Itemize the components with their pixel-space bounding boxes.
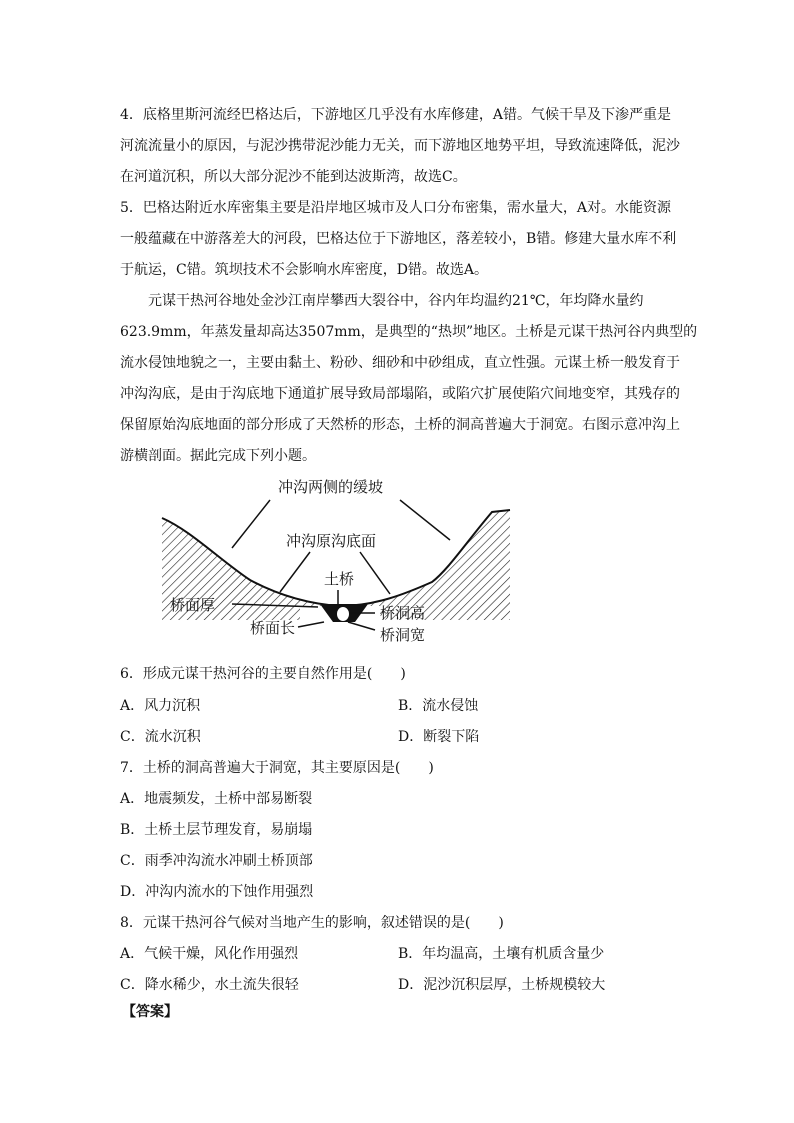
text-line: 保留原始沟底地面的部分形成了天然桥的形态，土桥的洞高普遍大于洞宽。右图示意冲沟上 [120, 417, 680, 433]
paragraph-intro [120, 286, 698, 472]
answer-heading: 【答案】 [122, 1004, 178, 1020]
figure-bottom-mask [150, 620, 530, 650]
text-line: 在河道沉积，所以大部分泥沙不能到达波斯湾，故选C。 [120, 169, 467, 185]
question-7-option-c[interactable]: C．雨季冲沟流水冲刷土桥顶部 [120, 853, 313, 869]
text-line: 流水侵蚀地貌之一，主要由黏土、粉砂、细砂和中砂组成，直立性强。元谋土桥一般发育于 [120, 355, 680, 371]
question-7-stem: 7．土桥的洞高普遍大于洞宽，其主要原因是( ) [120, 760, 434, 776]
arrow-slope-right [400, 500, 450, 540]
question-8-option-b[interactable]: B．年均温高，土壤有机质含量少 [398, 946, 605, 962]
question-8-stem: 8．元谋干热河谷气候对当地产生的影响，叙述错误的是( ) [120, 915, 504, 931]
gully-diagram [150, 470, 530, 650]
question-6-option-d[interactable]: D．断裂下陷 [398, 729, 480, 745]
arrow-slope-left [232, 500, 270, 548]
text-line: 5．巴格达附近水库密集主要是沿岸地区城市及人口分布密集，需水量大，A对。水能资源 [120, 200, 672, 216]
question-7-option-a[interactable]: A．地震频发，土桥中部易断裂 [120, 791, 313, 807]
question-8-option-a[interactable]: A．气候干燥，风化作用强烈 [120, 946, 299, 962]
question-6-option-b[interactable]: B．流水侵蚀 [398, 698, 479, 714]
text-line: 元谋干热河谷地处金沙江南岸攀西大裂谷中，谷内年均温约21℃，年均降水量约 [148, 293, 644, 309]
question-8-option-d[interactable]: D．泥沙沉积层厚，土桥规模较大 [398, 977, 606, 993]
text-line: 游横剖面。据此完成下列小题。 [120, 448, 316, 464]
question-6-option-c[interactable]: C．流水沉积 [120, 729, 201, 745]
arrow-bottom-left [280, 552, 310, 592]
label-gentle-slopes: 冲沟两侧的缓坡 [278, 478, 384, 496]
label-bridge-thickness: 桥面厚 [170, 596, 216, 614]
question-7-option-d[interactable]: D．冲沟内流水的下蚀作用强烈 [120, 884, 314, 900]
label-original-bottom: 冲沟原沟底面 [286, 532, 377, 550]
bridge-hole [337, 607, 349, 621]
label-hole-height: 桥洞高 [380, 604, 426, 622]
text-line: 冲沟沟底，是由于沟底地下通道扩展导致局部塌陷，或陷穴扩展使陷穴间地变窄，其残存的 [120, 386, 680, 402]
paragraph-answer-4 [120, 100, 680, 193]
question-7-option-b[interactable]: B．土桥土层节理发育，易崩塌 [120, 822, 313, 838]
gully-cross-section-figure [150, 470, 530, 650]
question-6-stem: 6．形成元谋干热河谷的主要自然作用是( ) [120, 666, 406, 682]
question-8-option-c[interactable]: C．降水稀少，水土流失很轻 [120, 977, 299, 993]
text-line: 623.9mm，年蒸发量却高达3507mm，是典型的“热坝”地区。土桥是元谋干热河谷内典型的 [120, 324, 698, 340]
question-6-option-a[interactable]: A．风力沉积 [120, 698, 201, 714]
text-line: 河流流量小的原因，与泥沙携带泥沙能力无关，而下游地区地势平坦，导致流速降低，泥沙 [120, 138, 680, 154]
text-line: 于航运，C错。筑坝技术不会影响水库密度，D错。故选A。 [120, 262, 489, 278]
paragraph-answer-5 [120, 193, 680, 286]
label-earth-bridge: 土桥 [324, 570, 355, 588]
arrow-bottom-right [360, 552, 390, 594]
label-bridge-length: 桥面长 [250, 619, 296, 637]
label-hole-width: 桥洞宽 [380, 626, 426, 644]
text-line: 一般蕴藏在中游落差大的河段，巴格达位于下游地区，落差较小，B错。修建大量水库不利 [120, 231, 677, 247]
text-line: 4．底格里斯河流经巴格达后，下游地区几乎没有水库修建，A错。气候干旱及下渗严重是 [120, 107, 672, 123]
